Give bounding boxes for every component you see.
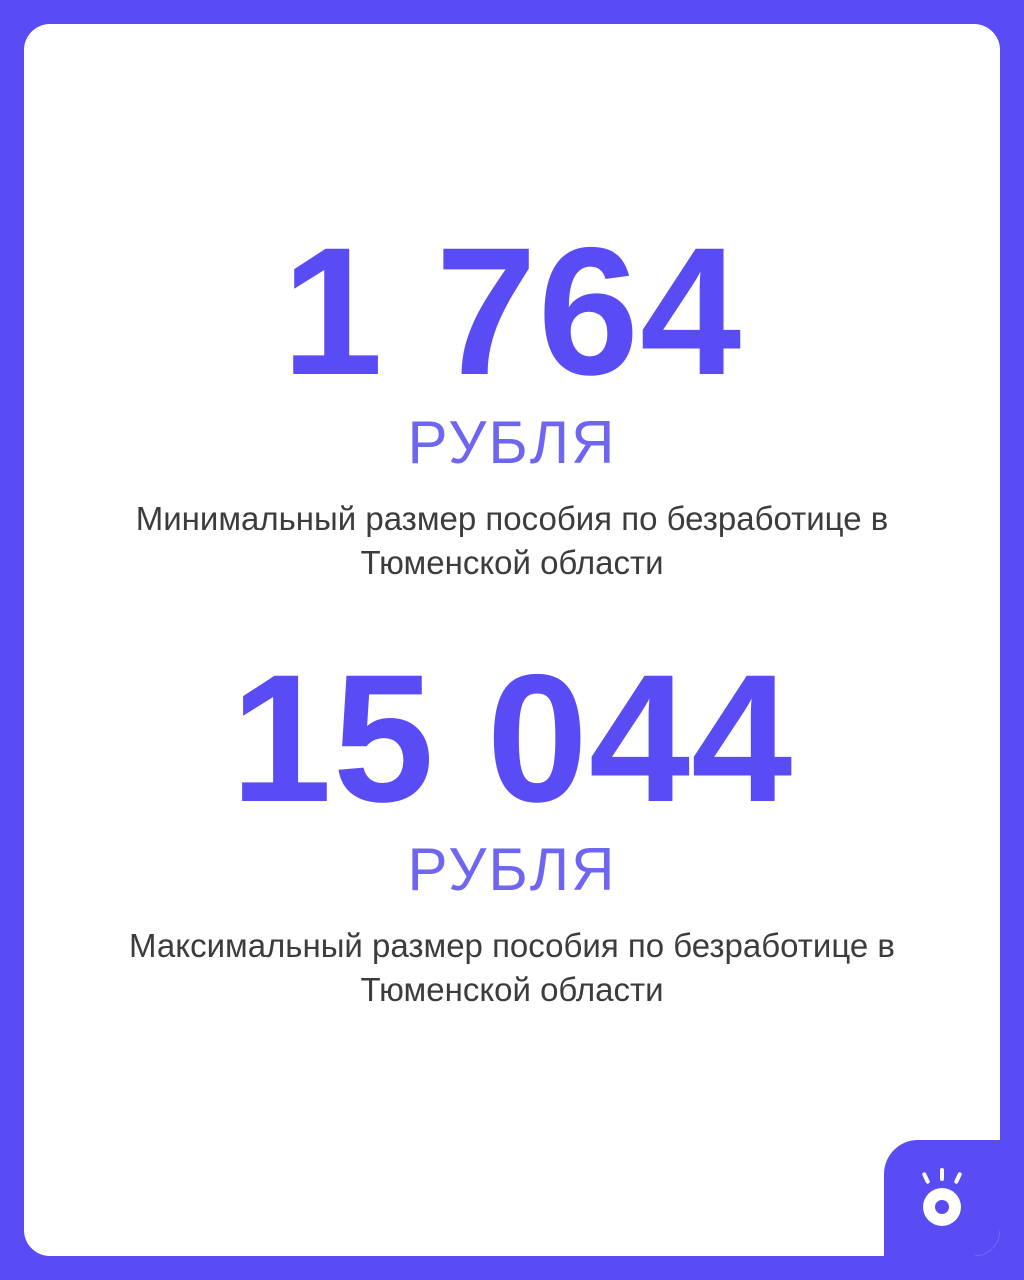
infographic-card (24, 24, 1000, 1256)
stat-block-maximum (24, 635, 1000, 1012)
eye-logo-icon (910, 1168, 974, 1228)
stat-unit-maximum: РУБЛЯ (407, 835, 617, 903)
stats-container (24, 24, 1000, 1012)
stat-value-minimum: 1 764 (281, 209, 743, 413)
stat-unit-minimum: РУБЛЯ (407, 409, 617, 476)
stat-block-minimum (24, 209, 1000, 585)
stat-value-maximum: 15 044 (230, 635, 794, 840)
stat-caption-minimum: Минимальный размер пособия по безработице в Тюменской области (135, 500, 889, 581)
stat-caption-maximum: Максимальный размер пособия по безработице в Тюменской области (129, 926, 895, 1008)
logo-badge (884, 1140, 1000, 1256)
